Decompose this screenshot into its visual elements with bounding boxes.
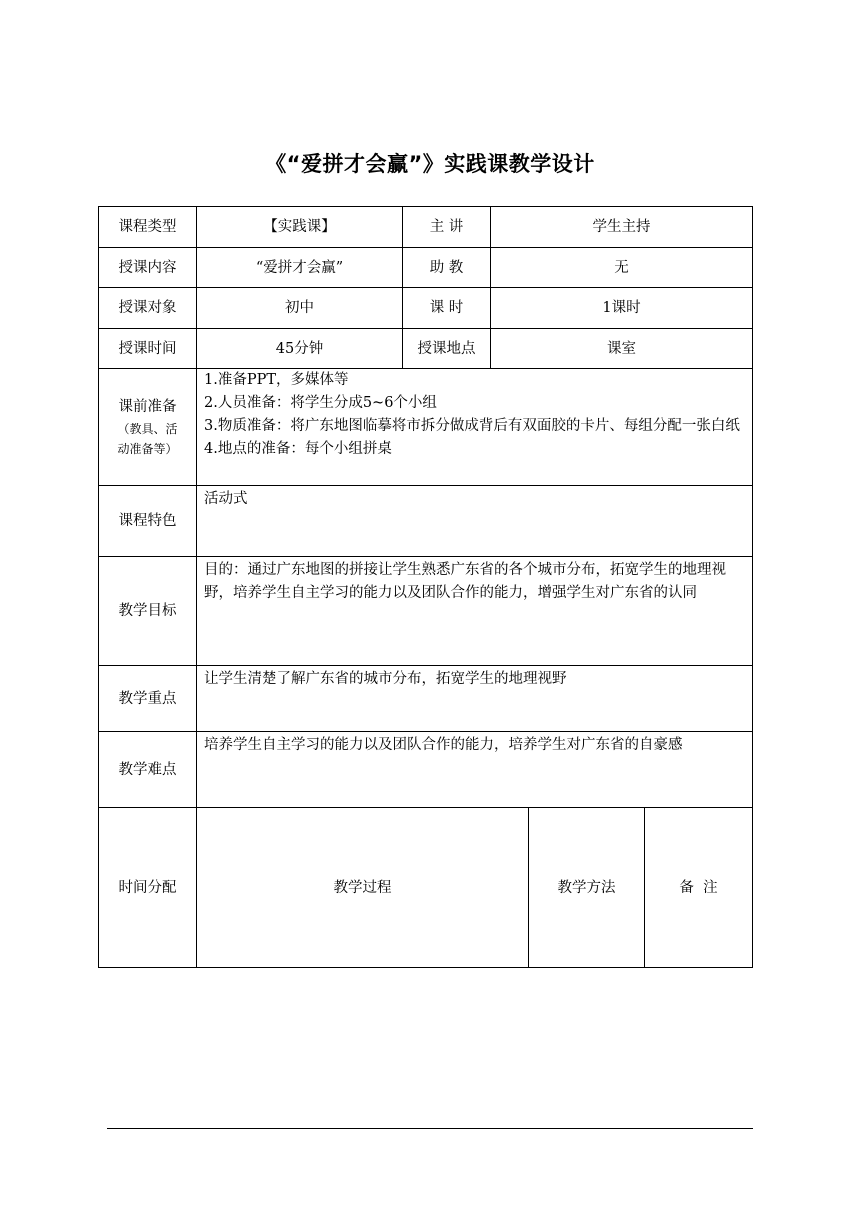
- footer-divider: [107, 1128, 753, 1129]
- features-label: 课程特色: [99, 486, 197, 557]
- course-type-value: 【实践课】: [197, 207, 403, 248]
- location-label: 授课地点: [403, 329, 491, 369]
- lecturer-value: 学生主持: [491, 207, 753, 248]
- info-row-course-type: [99, 207, 753, 248]
- periods-label: 课 时: [403, 288, 491, 329]
- teaching-method-header: 教学方法: [529, 808, 645, 968]
- difficulties-text: 培养学生自主学习的能力以及团队合作的能力，培养学生对广东省的自豪感: [197, 732, 753, 808]
- preparation-content: [197, 369, 753, 486]
- periods-value: 1课时: [491, 288, 753, 329]
- teaching-process-header: 教学过程: [197, 808, 529, 968]
- info-row-content: [99, 248, 753, 288]
- features-text: 活动式: [197, 486, 753, 557]
- features-row: [99, 486, 753, 557]
- preparation-label: 课前准备: [118, 399, 177, 415]
- difficulties-label: 教学难点: [99, 732, 197, 808]
- duration-value: 45分钟: [197, 329, 403, 369]
- duration-label: 授课时间: [99, 329, 197, 369]
- notes-header: 备 注: [645, 808, 753, 968]
- assistant-label: 助 教: [403, 248, 491, 288]
- info-row-time: [99, 329, 753, 369]
- lecturer-label: 主 讲: [403, 207, 491, 248]
- key-points-label: 教学重点: [99, 666, 197, 732]
- objectives-row: [99, 557, 753, 666]
- preparation-item: 1.准备PPT，多媒体等: [204, 372, 349, 388]
- lesson-plan-table: [98, 206, 753, 968]
- preparation-sublabel-2: 动准备等）: [117, 442, 178, 456]
- info-row-audience: [99, 288, 753, 329]
- key-points-text: 让学生清楚了解广东省的城市分布，拓宽学生的地理视野: [197, 666, 753, 732]
- preparation-item: 4.地点的准备：每个小组拼桌: [204, 441, 392, 457]
- location-value: 课室: [491, 329, 753, 369]
- preparation-row: [99, 369, 753, 486]
- difficulties-row: [99, 732, 753, 808]
- assistant-value: 无: [491, 248, 753, 288]
- course-type-label: 课程类型: [99, 207, 197, 248]
- preparation-sublabel-1: （教具、活: [117, 422, 178, 436]
- key-points-row: [99, 666, 753, 732]
- page-title: 《“爱拼才会赢”》实践课教学设计: [265, 152, 595, 176]
- process-header-row: [99, 808, 753, 968]
- preparation-label-cell: [99, 369, 197, 486]
- objectives-label: 教学目标: [99, 557, 197, 666]
- content-label: 授课内容: [99, 248, 197, 288]
- time-allocation-header: 时间分配: [99, 808, 197, 968]
- preparation-item: 3.物质准备：将广东地图临摹将市拆分做成背后有双面胶的卡片、每组分配一张白纸: [204, 418, 740, 434]
- audience-value: 初中: [197, 288, 403, 329]
- audience-label: 授课对象: [99, 288, 197, 329]
- objectives-text: 目的：通过广东地图的拼接让学生熟悉广东省的各个城市分布，拓宽学生的地理视野，培养学生自主学习的能力以及团队合作的能力，增强学生对广东省的认同: [197, 557, 753, 666]
- preparation-item: 2.人员准备：将学生分成5~6个小组: [204, 395, 437, 411]
- content-value: “爱拼才会赢”: [197, 248, 403, 288]
